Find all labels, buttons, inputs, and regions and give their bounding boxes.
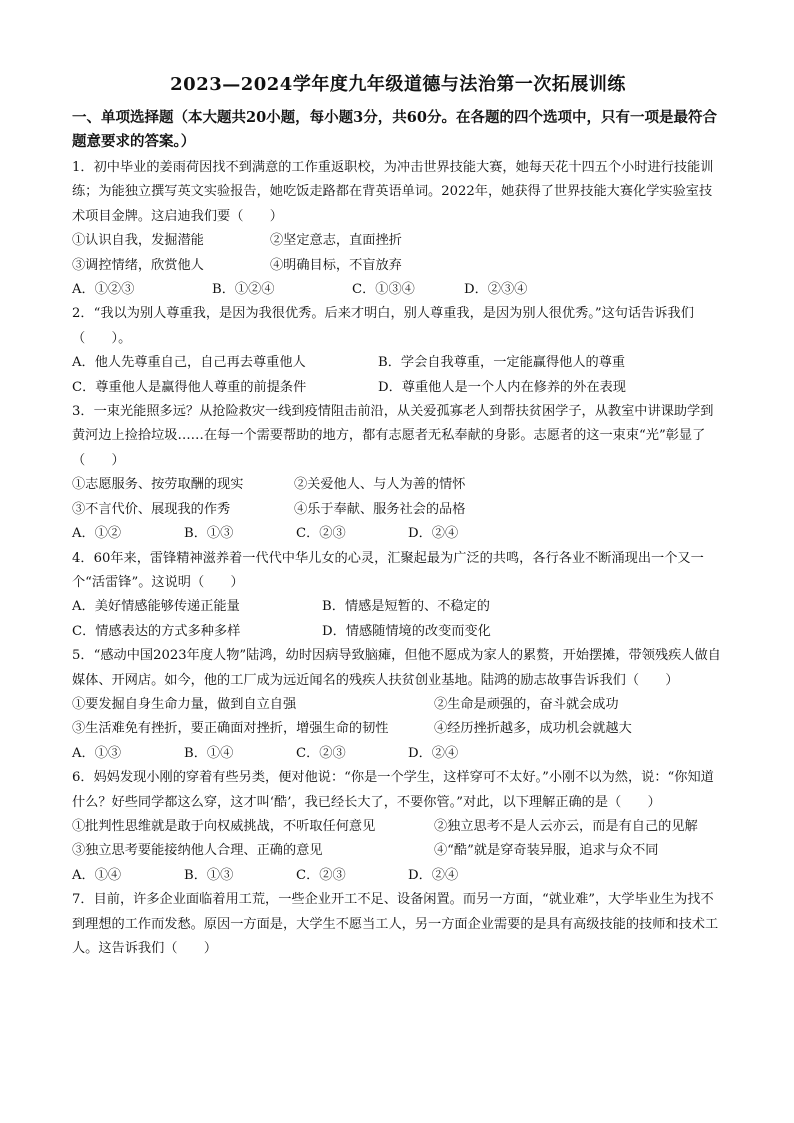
statement: ②坚定意志，直面挫折 <box>270 233 402 249</box>
statement: ③独立思考要能接纳他人合理、正确的意见 <box>72 843 323 859</box>
question-stem: 4．60年来，雷锋精神滋养着一代代中华儿女的心灵，汇聚起最为广泛的共鸣，各行各业不断涌现出一个又一个“活雷锋”。这说明（ ） <box>72 550 704 590</box>
option-d: D．②④ <box>408 867 459 883</box>
option-c: C．情感表达的方式多种多样 <box>72 623 241 639</box>
option-a: A．①② <box>72 526 122 542</box>
question-1 <box>72 156 724 302</box>
options-row <box>72 864 724 888</box>
option-d: D．②③④ <box>464 282 528 298</box>
statement: ③调控情绪，欣赏他人 <box>72 257 204 273</box>
exam-title: 2023—2024学年度九年级道德与法治第一次拓展训练 <box>170 74 626 95</box>
statement-row <box>72 254 724 278</box>
question-5 <box>72 644 724 766</box>
option-b: B．①②④ <box>212 282 275 298</box>
options-row <box>72 351 724 375</box>
options-row <box>72 595 724 619</box>
option-d: D．尊重他人是一个人内在修养的外在表现 <box>378 379 626 395</box>
statement: ④经历挫折越多，成功机会就越大 <box>434 721 632 737</box>
option-a: A．美好情感能够传递正能量 <box>72 599 240 615</box>
options-row <box>72 278 724 302</box>
question-3 <box>72 400 724 546</box>
option-c: C．②③ <box>296 867 346 883</box>
options-row <box>72 620 724 644</box>
question-stem: 3．一束光能照多远？从抢险救灾一线到疫情阻击前沿，从关爱孤寡老人到帮扶贫困学子，从教室中讲课助学到黄河边上捡拾垃圾……在每一个需要帮助的地方，都有志愿者无私奉献的身影。志愿者的这一束束“光”彰显了（ ） <box>72 404 714 468</box>
statement-row <box>72 815 724 839</box>
question-stem: 6．妈妈发现小刚的穿着有些另类，便对他说：“你是一个学生，这样穿可不太好。”小刚不以为然，说：“你知道什么？好些同学都这么穿，这才叫‘酷’，我已经长大了，不要你管。”对此，以下理解正确的是（ ） <box>72 770 714 810</box>
question-2 <box>72 302 724 400</box>
statement: ③生活难免有挫折，要正确面对挫折，增强生命的韧性 <box>72 721 389 737</box>
question-7 <box>72 888 724 961</box>
option-d: D．②④ <box>408 745 459 761</box>
question-6 <box>72 766 724 888</box>
statement: ①批判性思维就是敢于向权威挑战，不听取任何意见 <box>72 818 376 834</box>
question-stem: 5．“感动中国2023年度人物”陆鸿，幼时因病导致脑瘫，但他不愿成为家人的累赘，开始摆摊，带领残疾人做自媒体、开网店。如今，他的工厂成为远近闻名的残疾人扶贫创业基地。陆鸿的励志故事告诉我们（ ） <box>72 648 721 688</box>
statement: ②生命是顽强的，奋斗就会成功 <box>434 696 619 712</box>
statement-row <box>72 717 724 741</box>
options-row <box>72 376 724 400</box>
statement: ④“酷”就是穿奇装异服，追求与众不同 <box>434 843 659 859</box>
statement-row <box>72 229 724 253</box>
option-c: C．①③④ <box>352 282 415 298</box>
options-row <box>72 742 724 766</box>
statement: ①要发掘自身生命力量，做到自立自强 <box>72 696 297 712</box>
option-b: B．①③ <box>184 526 234 542</box>
statement: ④乐于奉献、服务社会的品格 <box>294 501 466 517</box>
options-row <box>72 522 724 546</box>
option-b: B．情感是短暂的、不稳定的 <box>322 599 490 615</box>
option-c: C．②③ <box>296 745 346 761</box>
option-c: C．尊重他人是赢得他人尊重的前提条件 <box>72 379 307 395</box>
statement: ③不言代价、展现我的作秀 <box>72 501 231 517</box>
exam-page <box>72 70 724 961</box>
option-a: A．①③ <box>72 745 122 761</box>
option-a: A．他人先尊重自己，自己再去尊重他人 <box>72 355 306 371</box>
statement-row <box>72 693 724 717</box>
statement: ①认识自我，发掘潜能 <box>72 233 204 249</box>
statement: ②独立思考不是人云亦云，而是有自己的见解 <box>434 818 698 834</box>
option-d: D．情感随情境的改变而变化 <box>322 623 491 639</box>
question-stem: 2．“我以为别人尊重我，是因为我很优秀。后来才明白，别人尊重我，是因为别人很优秀。”这句话告诉我们（ ）。 <box>72 306 694 346</box>
option-a: A．①②③ <box>72 282 135 298</box>
statement-row <box>72 498 724 522</box>
statement-row <box>72 839 724 863</box>
option-a: A．①④ <box>72 867 122 883</box>
question-4 <box>72 547 724 645</box>
statement: ①志愿服务、按劳取酬的现实 <box>72 477 244 493</box>
option-d: D．②④ <box>408 526 459 542</box>
option-b: B．①③ <box>184 867 234 883</box>
option-c: C．②③ <box>296 526 346 542</box>
question-stem: 7．目前，许多企业面临着用工荒，一些企业开工不足、设备闲置。而另一方面，“就业难”，大学毕业生为找不到理想的工作而发愁。原因一方面是，大学生不愿当工人，另一方面企业需要的是具有高级技能的技师和技术工人。这告诉我们（ ） <box>72 892 719 956</box>
statement: ②关爱他人、与人为善的情怀 <box>294 477 466 493</box>
option-b: B．①④ <box>184 745 234 761</box>
option-b: B．学会自我尊重，一定能赢得他人的尊重 <box>378 355 626 371</box>
question-stem: 1．初中毕业的姜雨荷因找不到满意的工作重返职校，为冲击世界技能大赛，她每天花十四五个小时进行技能训练；为能独立撰写英文实验报告，她吃饭走路都在背英语单词。2022年，她获得了世界技能大赛化学实验室技术项目金牌。这启迪我们要（ ） <box>72 160 714 224</box>
statement: ④明确目标，不盲放弃 <box>270 257 402 273</box>
section-heading: 一、单项选择题（本大题共20小题，每小题3分，共60分。在各题的四个选项中，只有一项是最符合题意要求的答案。） <box>72 109 717 150</box>
statement-row <box>72 473 724 497</box>
